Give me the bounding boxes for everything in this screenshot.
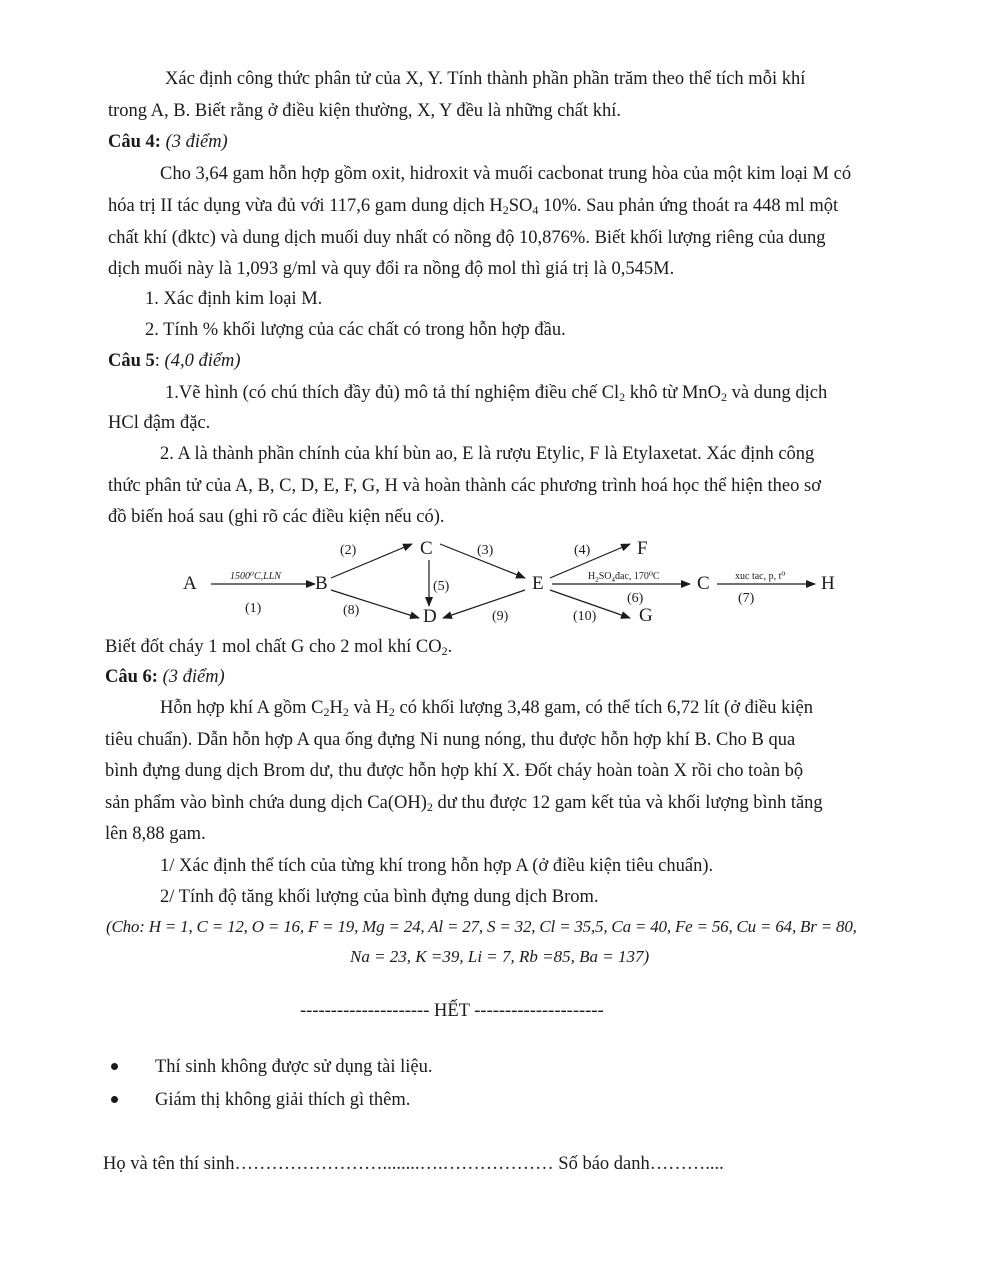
text-line: Hỗn hợp khí A gồm $C_2H_2$ và $H_2$ có khối lượng 3,48 gam, có thể tích 6,72 lít (ở điều kiện (160, 698, 813, 719)
text-line: tiêu chuẩn). Dẫn hỗn hợp A qua ống đựng Ni nung nóng, thu được hỗn hợp khí B. Cho B qua (105, 730, 796, 750)
note-item: Thí sinh không được sử dụng tài liệu. (155, 1057, 433, 1077)
condition-1: 1500⁰C,LLN (230, 571, 281, 582)
step-5: (5) (433, 579, 450, 594)
text-line: sản phẩm vào bình chứa dung dịch $Ca(OH)_2$ dư thu được 12 gam kết tủa và khối lượng bình tăng (105, 793, 823, 814)
question-label: Câu 6: (105, 667, 158, 687)
text-line: bình đựng dung dịch Brom dư, thu được hỗn hợp khí X. Đốt cháy hoàn toàn X rồi cho toàn bộ (105, 761, 804, 781)
step-9: (9) (492, 609, 509, 624)
node-a: A (183, 573, 197, 594)
condition-6: $H_2SO_4đac$, 170⁰C (588, 571, 660, 584)
step-10: (10) (573, 609, 597, 624)
question-4-heading (108, 131, 228, 153)
end-marker: --------------------- HẾT --------------------- (300, 1001, 604, 1021)
bullet-icon (111, 1063, 118, 1070)
step-8: (8) (343, 603, 360, 618)
question-5-heading: Câu 5: (4,0 điểm) (108, 351, 241, 371)
question-points: (3 điểm) (165, 132, 228, 152)
question-points: (3 điểm) (162, 667, 225, 687)
text-line: Xác định công thức phân tử của X, Y. Tính thành phần phần trăm theo thể tích mỗi khí (165, 69, 806, 89)
step-6: (6) (627, 591, 644, 606)
text-line: lên 8,88 gam. (105, 824, 206, 844)
question-points: (4,0 điểm) (164, 351, 241, 371)
question-label: Câu 4: (108, 132, 161, 152)
text-line: Cho 3,64 gam hỗn hợp gồm oxit, hidroxit và muối cacbonat trung hòa của một kim loại M có (160, 164, 852, 184)
question-label: Câu 5 (108, 351, 155, 371)
candidate-info-line: Họ và tên thí sinh……………………........….……………… Số báo danh……….... (103, 1154, 724, 1174)
condition-7: xuc tac, p, t⁰ (735, 571, 786, 582)
text-line: dịch muối này là 1,093 g/ml và quy đổi ra nồng độ mol thì giá trị là 0,545M. (108, 259, 675, 279)
note-item: Giám thị không giải thích gì thêm. (155, 1090, 411, 1110)
node-c: C (420, 538, 433, 559)
node-d: D (423, 606, 437, 627)
node-e: E (532, 573, 544, 594)
step-3: (3) (477, 543, 494, 558)
step-1: (1) (245, 601, 262, 616)
sub-question: 2. Tính % khối lượng của các chất có trong hỗn hợp đầu. (145, 320, 566, 340)
node-b: B (315, 573, 328, 594)
text-line: trong A, B. Biết rằng ở điều kiện thường, X, Y đều là những chất khí. (108, 101, 622, 121)
node-g: G (639, 605, 653, 626)
node-c-second: C (697, 573, 710, 594)
text-line: thức phân tử của A, B, C, D, E, F, G, H và hoàn thành các phương trình hoá học thể hiện theo sơ (108, 476, 821, 496)
text-line: đồ biến hoá sau (ghi rõ các điều kiện nếu có). (108, 507, 445, 527)
sub-question: 1. Xác định kim loại M. (145, 289, 323, 309)
bullet-icon (111, 1096, 118, 1103)
text-line: Biết đốt cháy 1 mol chất G cho 2 mol khí $CO_2$. (105, 637, 453, 658)
question-6-heading (105, 666, 225, 688)
step-2: (2) (340, 543, 357, 558)
text-line: 1.Vẽ hình (có chú thích đầy đủ) mô tả thí nghiệm điều chế $Cl_2$ khô từ MnO$_2$ và dung dịch (165, 383, 828, 404)
sub-question: 2/ Tính độ tăng khối lượng của bình đựng dung dịch Brom. (160, 887, 599, 907)
text-line: hóa trị II tác dụng vừa đủ với 117,6 gam dung dịch $H_2SO_4$ 10%. Sau phản ứng thoát ra 448 ml một (108, 196, 839, 217)
sub-question: 1/ Xác định thể tích của từng khí trong hỗn hợp A (ở điều kiện tiêu chuẩn). (160, 856, 714, 876)
reaction-diagram (175, 532, 865, 632)
node-h: H (821, 573, 835, 594)
step-7: (7) (738, 591, 755, 606)
node-f: F (637, 538, 648, 559)
given-masses-line: Na = 23, K =39, Li = 7, Rb =85, Ba = 137) (350, 947, 650, 966)
step-4: (4) (574, 543, 591, 558)
text-line: HCl đậm đặc. (108, 413, 211, 433)
arrow-9 (443, 590, 525, 618)
text-line: chất khí (đktc) và dung dịch muối duy nhất có nồng độ 10,876%. Biết khối lượng riêng của dung (108, 228, 826, 248)
given-masses-line: (Cho: H = 1, C = 12, O = 16, F = 19, Mg = 24, Al = 27, S = 32, Cl = 35,5, Ca = 40, Fe = 56, Cu = 64, Br = 80, (106, 917, 857, 936)
text-line: 2. A là thành phần chính của khí bùn ao, E là rượu Etylic, F là Etylaxetat. Xác định công (160, 444, 815, 464)
